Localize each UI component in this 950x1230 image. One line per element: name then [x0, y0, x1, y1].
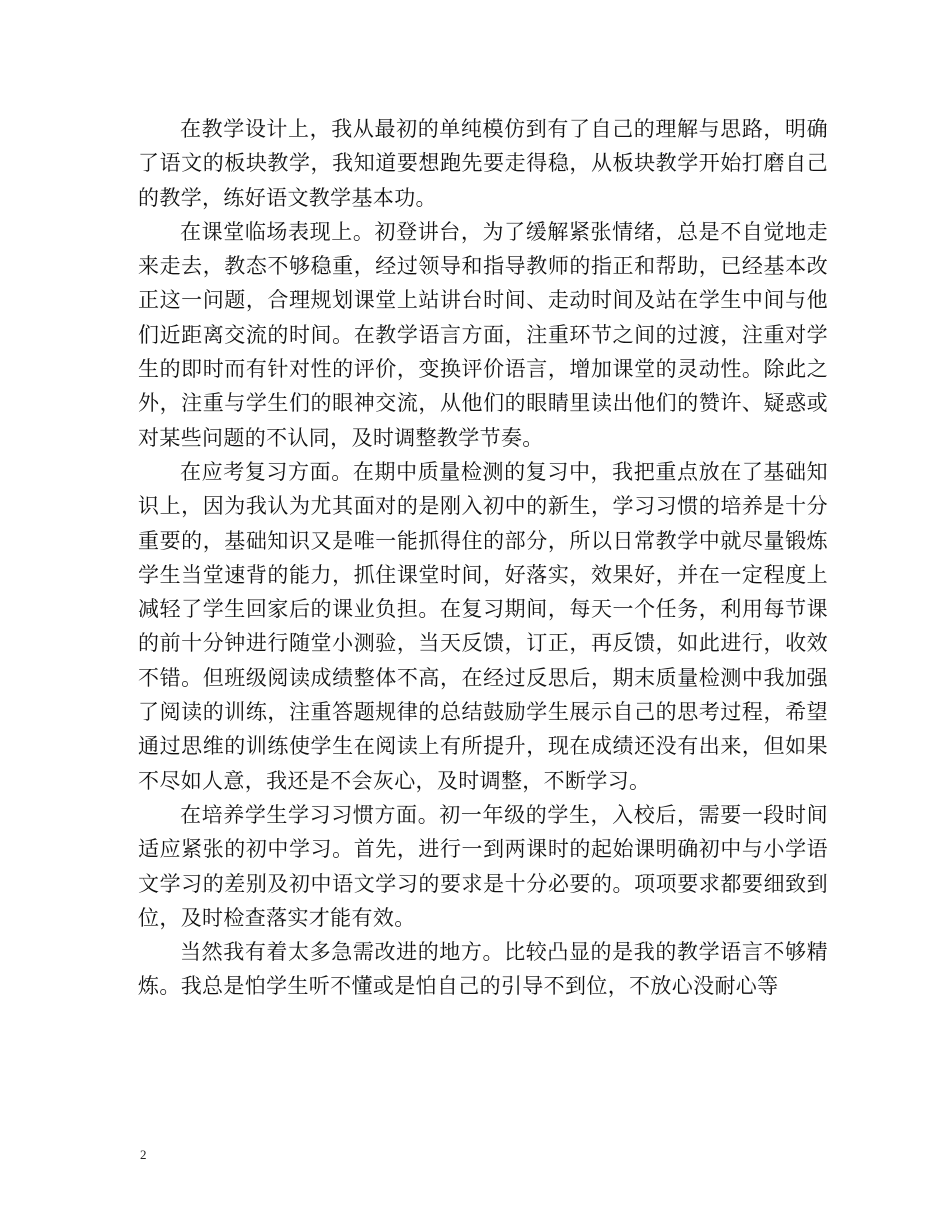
- paragraph-teaching-design: 在教学设计上，我从最初的单纯模仿到有了自己的理解与思路，明确了语文的板块教学，我知道要想跑先要走得稳，从板块教学开始打磨自己的教学，练好语文教学基本功。: [138, 117, 828, 210]
- page-number: 2: [140, 1147, 147, 1162]
- paragraph-classroom-performance: 在课堂临场表现上。初登讲台，为了缓解紧张情绪，总是不自觉地走来走去，教态不够稳重，经过领导和指导教师的指正和帮助，已经基本改正这一问题，合理规划课堂上站讲台时间、走动时间及站在学生中间与他们近距离交流的时间。在教学语言方面，注重环节之间的过渡，注重对学生的即时而有针对性的评价，变换评价语言，增加课堂的灵动性。除此之外，注重与学生们的眼神交流，从他们的眼睛里读出他们的赞许、疑惑或对某些问题的不认同，及时调整教学节奏。: [138, 219, 828, 450]
- document-body: [138, 112, 828, 1004]
- paragraph-exam-review: 在应考复习方面。在期中质量检测的复习中，我把重点放在了基础知识上，因为我认为尤其面对的是刚入初中的新生，学习习惯的培养是十分重要的，基础知识又是唯一能抓得住的部分，所以日常教学中就尽量锻炼学生当堂速背的能力，抓住课堂时间，好落实，效果好，并在一定程度上减轻了学生回家后的课业负担。在复习期间，每天一个任务，利用每节课的前十分钟进行随堂小测验，当天反馈，订正，再反馈，如此进行，收效不错。但班级阅读成绩整体不高，在经过反思后，期末质量检测中我加强了阅读的训练，注重答题规律的总结鼓励学生展示自己的思考过程，希望通过思维的训练使学生在阅读上有所提升，现在成绩还没有出来，但如果不尽如人意，我还是不会灰心，及时调整，不断学习。: [138, 459, 828, 793]
- paragraph-study-habits: 在培养学生学习习惯方面。初一年级的学生，入校后，需要一段时间适应紧张的初中学习。首先，进行一到两课时的起始课明确初中与小学语文学习的差别及初中语文学习的要求是十分必要的。项项要求都要细致到位，及时检查落实才能有效。: [138, 802, 828, 930]
- paragraph-improvements: 当然我有着太多急需改进的地方。比较凸显的是我的教学语言不够精炼。我总是怕学生听不懂或是怕自己的引导不到位，不放心没耐心等: [138, 940, 828, 999]
